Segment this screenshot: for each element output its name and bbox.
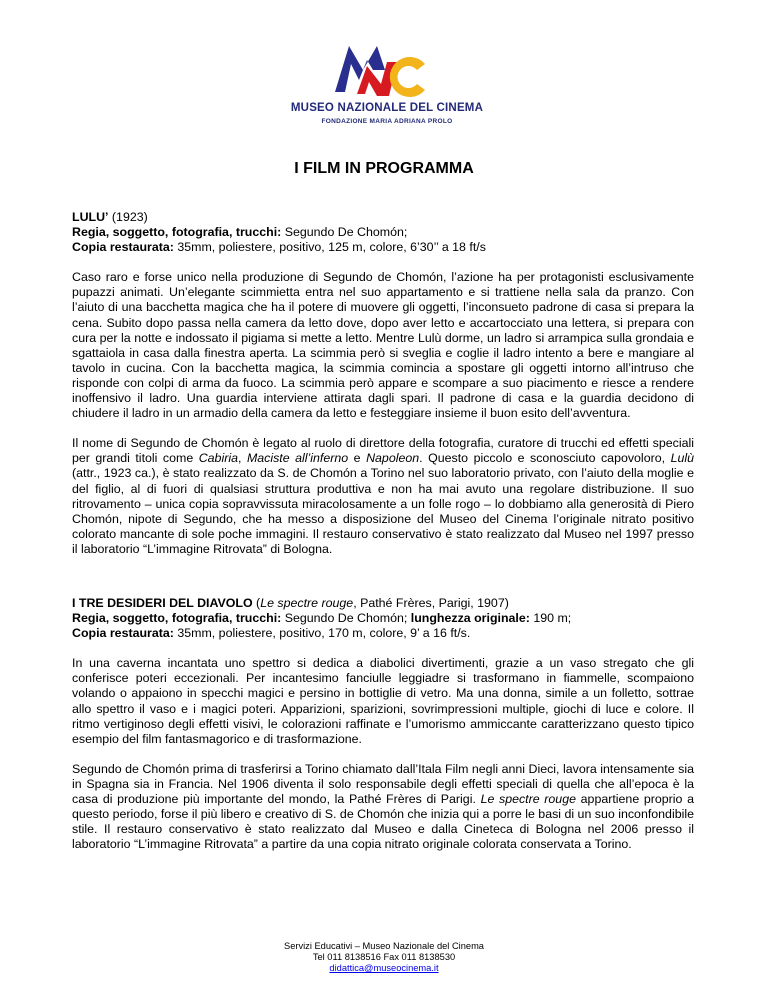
film1-title: LULU’ [72,210,109,224]
page-footer [0,941,768,974]
footer-phone: Tel 011 8138516 Fax 011 8138530 [312,952,456,962]
film2-length-label: lunghezza originale: [410,611,530,626]
title-lulu: Lulù [670,451,694,466]
film1-header [72,210,694,255]
film2-copy-value: 35mm, poliestere, positivo, 170 m, colore, 9’ a 16 ft/s. [173,626,471,641]
museum-logo [282,40,492,140]
logo-title: MUSEO NAZIONALE DEL CINEMA [290,102,484,114]
document-body [72,210,694,867]
film1-copy-value: 35mm, poliestere, positivo, 125 m, colore, 6’30’’ a 18 ft/s [173,240,486,255]
film2-header [72,596,694,641]
film2-original-title: Le spectre rouge [260,595,354,610]
film2-orig-sep: ( [252,595,261,610]
mnc-logo-mark [327,40,437,100]
film2-note-text: appartiene proprio a questo periodo, forse il più libero e creativo di S. de Chomón che inizia qui a porre le basi di un suo inconfondibile stile. Il restauro conservativo è stato realizzato dal Museo e dalla Cineteca di Bologna nel 2006 presso il laboratorio “L’immagine Ritrovata” a partire da una copia nitrato originale colorata conservata a Torino. [72,792,694,852]
film1-note-text: . Questo piccolo e sconosciuto capovoloro, [419,451,671,466]
film1-note-text: Il nome di Segundo de Chomón è legato al ruolo di direttore della fotografia, curatore di trucchi ed effetti speciali per grandi titoli come [72,436,694,466]
film2-title: I TRE DESIDERI DEL DIAVOLO [72,595,253,610]
title-napoleon: Napoleon [366,451,420,466]
film2-credits-value: Segundo De Chomón; [281,611,411,626]
film1-note-sep: , [237,451,247,466]
film1-copy-label: Copia restaurata: [72,240,174,255]
footer-email-link[interactable]: didattica@museocinema.it [329,963,439,973]
film1-credits-label: Regia, soggetto, fotografia, trucchi: [72,225,282,240]
film2-note-text: Segundo de Chomón prima di trasferirsi a Torino chiamato dall’Itala Film negli anni Dieci, lavora intensamente sia in Spagna sia in Francia. Nel 1906 diventa il solo responsabile degli effetti speciali di quella che all’epoca è la casa di produzione più importante del mondo, la Pathé Frères di Parigi. [72,761,694,806]
film1-year: (1923) [108,210,148,224]
film1-note [72,436,694,557]
film2-synopsis: In una caverna incantata uno spettro si dedica a diabolici divertimenti, grazie a un vaso stregato che gli conferisce poteri eccezionali. Per incantesimo fanciulle leggiadre si trasformano in fiammelle, scompaiono volando o appaiono in specchi magici e persino in bottiglie di vetro. Ma una donna, simile a un folletto, sottrae allo spettro il vaso e i magici poteri. Apparizioni, sparizioni, sovrimpressioni multiple, giochi di luce e colore. Il ritmo vertiginoso degli effetti visivi, le colorazioni raffinate e l’umorismo ammiccante caratterizzano questo tipico esempio del film fantasmagorico e di trasformazione. [72,656,694,746]
film2-credits-label: Regia, soggetto, fotografia, trucchi: [72,611,282,626]
logo-subtitle: FONDAZIONE MARIA ADRIANA PROLO [321,118,453,125]
film2-copy-label: Copia restaurata: [72,626,174,641]
title-cabiria: Cabiria [198,451,238,466]
film2-note [72,762,694,853]
page-title: I FILM IN PROGRAMMA [294,160,474,177]
film1-note-text: (attr., 1923 ca.), è stato realizzato da S. de Chomón a Torino nel suo laboratorio privato, con l’aiuto della moglie e del figlio, al di fuori di qualsiasi struttura produttiva e non ha mai avuto una regolare distribuzione. Il suo ritrovamento – unica copia sopravvissuta miracolosamente a un folle rogo – lo dobbiamo alla generosità di Piero Chomón, nipote di Segundo, che ha messo a disposizione del Museo del Cinema l’originale nitrato positivo colorato mancante di sole poche immagini. Il restauro conservativo è stato realizzato dal Museo nel 1997 presso il laboratorio “L’immagine Ritrovata” di Bologna. [72,466,694,556]
film1-synopsis: Caso raro e forse unico nella produzione di Segundo de Chomón, l’azione ha per protagonisti esclusivamente pupazzi animati. Un’elegante scimmietta entra nel suo appartamento e si trattiene nella sala da pranzo. Con l’aiuto di una bacchetta magica che ha il potere di muovere gli oggetti, l’inconsueto padrone di casa si prepara la cena. Subito dopo passa nella camera da letto dove, dopo aver letto e accartocciato una lettera, si prepara con cura per la notte e indossato il pigiama si mette a letto. Mentre Lulù dorme, un ladro si arrampica sulla grondaia e sgattaiola in casa dalla finestra aperta. La scimmia però si sveglia e coglie il ladro intento a bere e mangiare al tavolo in cucina. Con la bacchetta magica, la scimmia comincia a spostare gli oggetti intorno all’intruso che risponde con colpi di arma da fuoco. La scimmia però appare e scompare a suo piacimento e riesce a rendere inoffensivo il ladro. Una guardia interviene attirata dagli spari. Il padrone di casa e la guardia decidono di chiudere il ladro in un armadio della camera da letto e festeggiare insieme il buon esito dell’avventura. [72,270,694,421]
film1-note-sep: e [348,451,367,466]
film2-length-value: 190 m; [529,611,572,626]
film2-production: , Pathé Frères, Parigi, 1907) [353,595,509,610]
title-le-spectre-rouge: Le spectre rouge [480,792,576,806]
film1-credits-value: Segundo De Chomón; [281,225,408,240]
footer-department: Servizi Educativi – Museo Nazionale del Cinema [284,941,484,951]
title-maciste: Maciste all’inferno [246,451,349,466]
